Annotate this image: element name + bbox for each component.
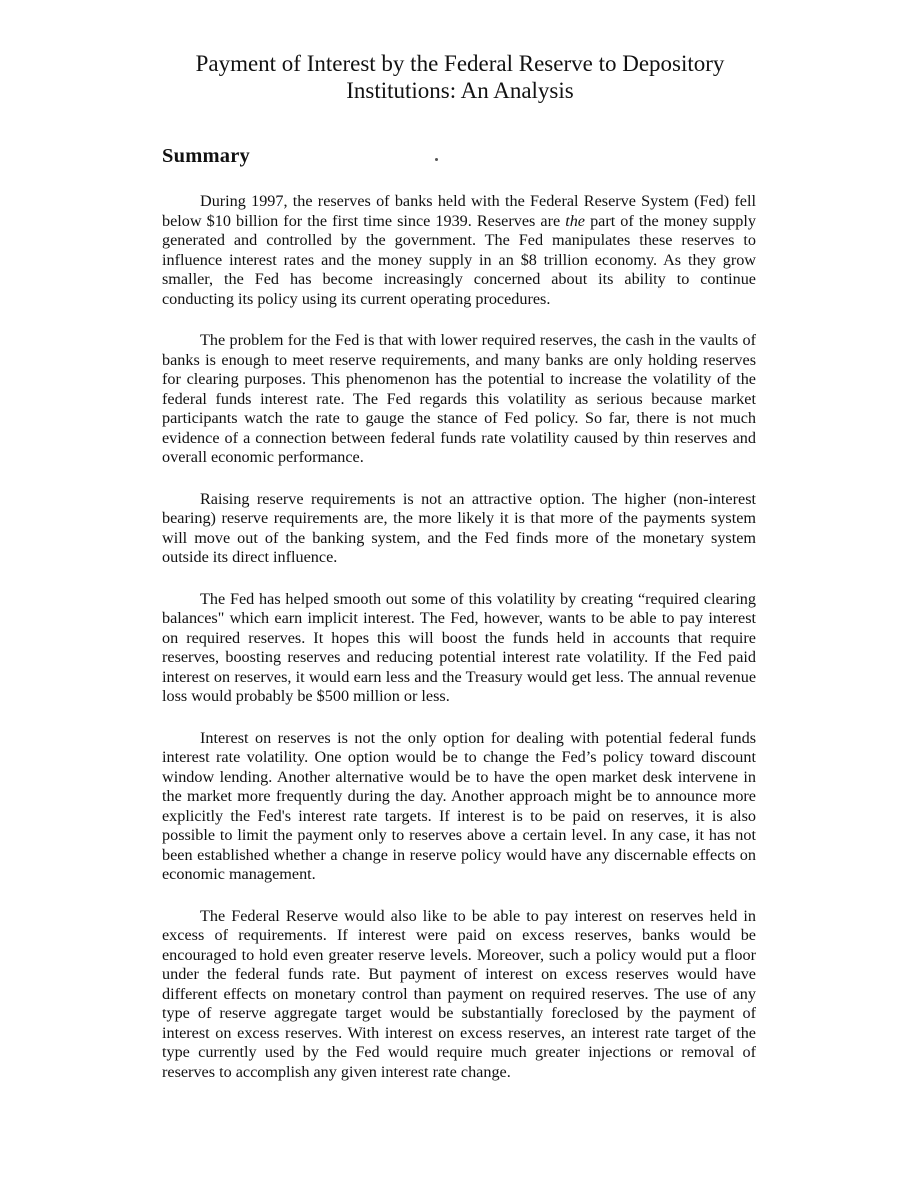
paragraph-1-before: During 1997, the reserves of banks held with the Federal Reserve System (Fed) fell below $10 billion for the first time since 1939. Reserves are: [162, 192, 756, 230]
paragraph-3: Raising reserve requirements is not an attractive option. The higher (non-interest bearing) reserve requirements are, the more likely it is that more of the payments system will move out of the banking system, and the Fed finds more of the monetary system outside its direct influence.: [162, 489, 756, 566]
title-line-1: Payment of Interest by the Federal Reserve to Depository: [195, 51, 725, 76]
paragraph-2: The problem for the Fed is that with lower required reserves, the cash in the vaults of banks is enough to meet reserve requirements, and many banks are only holding reserves for clearing purposes. This phenomenon has the potential to increase the volatility of the federal funds interest rate. The Fed regards this volatility as serious because market participants watch the rate to gauge the stance of Fed policy. So far, there is not much evidence of a connection between federal funds rate volatility caused by thin reserves and overall economic performance.: [162, 331, 756, 466]
paragraph-1: [162, 192, 756, 309]
scan-speck: [435, 158, 438, 161]
paragraph-6: The Federal Reserve would also like to be able to pay interest on reserves held in excess of requirements. If interest were paid on excess reserves, banks would be encouraged to hold even greater reserve levels. Moreover, such a policy would put a floor under the federal funds rate. But payment of interest on excess reserves would have different effects on monetary control than payment on required reserves. The use of any type of reserve aggregate target would be substantially foreclosed by the payment of interest on excess reserves. With interest on excess reserves, an interest rate target of the type currently used by the Fed would require much greater injections or removal of reserves to accomplish any given interest rate change.: [162, 906, 756, 1081]
paragraph-1-after: part of the money supply generated and controlled by the government. The Fed manipulates these reserves to influence interest rates and the money supply in an $8 trillion economy. As they grow smaller, the Fed has become increasingly concerned about its ability to continue conducting its policy using its current operating procedures.: [162, 211, 756, 308]
paragraph-5: Interest on reserves is not the only option for dealing with potential federal funds interest rate volatility. One option would be to change the Fed’s policy toward discount window lending. Another alternative would be to have the open market desk intervene in the market more frequently during the day. Another approach might be to announce more explicitly the Fed's interest rate targets. If interest is to be paid on reserves, it is also possible to limit the payment only to reserves above a certain level. In any case, it has not been established whether a change in reserve policy would have any discernable effects on economic management.: [162, 728, 756, 883]
title-line-2: Institutions: An Analysis: [346, 78, 574, 103]
paragraph-4: The Fed has helped smooth out some of this volatility by creating “required clearing balances" which earn implicit interest. The Fed, however, wants to be able to pay interest on required reserves. It hopes this will boost the funds held in accounts that require reserves, boosting reserves and reducing potential interest rate volatility. If the Fed paid interest on reserves, it would earn less and the Treasury would get less. The annual revenue loss would probably be $500 million or less.: [162, 589, 756, 705]
summary-body: [162, 192, 756, 1104]
section-heading: Summary: [162, 145, 250, 167]
document-title: [150, 50, 770, 104]
paragraph-1-emphasis: the: [565, 211, 585, 230]
